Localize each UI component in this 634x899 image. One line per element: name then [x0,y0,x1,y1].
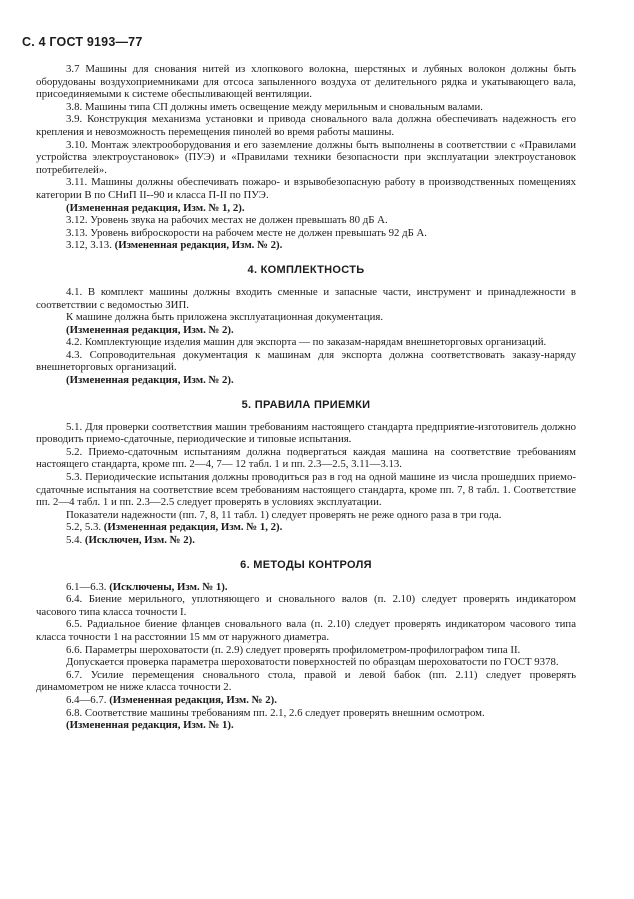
amendment-note: (Исключены, Изм. № 1). [109,580,228,593]
clause-paragraph: 3.12. Уровень звука на рабочих местах не должен превышать 80 дБ А. [66,214,388,227]
clause-with-amendment [36,694,576,707]
amendment-note: (Исключен, Изм. № 2). [84,534,195,546]
amendment-note: (Измененная редакция, Изм. № 2). [114,239,283,252]
clause-paragraph: Показатели надежности (пп. 7, 8, 11 табл. 1) следует проверять не реже одного раза в три года. [66,508,502,521]
clause-paragraph: 3.11. Машины должны обеспечивать пожаро- и взрывобезопасную работу в производственных помещениях категории В по СНиП II-‑90 и класса П-II по ПУЭ. [36,176,576,201]
section-heading: 6. МЕТОДЫ КОНТРОЛЯ [240,558,372,571]
clause-paragraph: 6.8. Соответствие машины требованиям пп. 2.1, 2.6 следует проверять внешним осмотром. [66,706,485,719]
clause-paragraph: 4.3. Сопроводительная документация к машинам для экспорта должна соответствовать заказу-наряду внешнеторговых организаций. [36,348,576,374]
clause-paragraph: 6.4. Биение мерильного, уплотняющего и сновального валов (п. 2.10) следует проверять индикатором часового типа класса точности I. [36,593,576,618]
clause-with-amendment [36,239,576,252]
clause-paragraph: 6.7. Усилие перемещения сновального стола, правой и левой бабок (пп. 2.11) следует проверять динамометром не ниже класса точности 2. [36,668,576,694]
clause-paragraph: 5.2. Приемо-сдаточным испытаниям должна подвергаться каждая машина на соответствие требованиям настоящего стандарта, кроме пп. 2—4, 7— 12 табл. 1 и пп. 2.3—2.5, 3.11—3.13. [36,445,576,471]
clause-paragraph: Допускается проверка параметра шероховатости поверхностей по образцам шероховатости по ГОСТ 9378. [66,656,559,669]
section-heading: 4. КОМПЛЕКТНОСТЬ [247,263,365,276]
clause-paragraph: К машине должна быть приложена эксплуатационная документация. [66,311,384,324]
clause-paragraph: 4.1. В комплект машины должны входить сменные и запасные части, инструмент и принадлежности в соответствии с ведомостью ЗИП. [36,285,576,311]
document-body [36,63,576,732]
clause-paragraph: 3.9. Конструкция механизма установки и привода сновального вала должна обеспечивать надежность его крепления и невозможность перемещения пинолей во время работы машины. [36,113,576,138]
clause-paragraph: 3.8. Машины типа СП должны иметь освещение между мерильным и сновальным валами. [66,100,483,113]
clause-paragraph: 4.2. Комплектующие изделия машин для экспорта — по заказам-нарядам внешнеторговых организаций. [66,336,547,349]
clause-paragraph: 6.6. Параметры шероховатости (п. 2.9) следует проверять профилометром-профилографом типа II. [66,643,521,656]
section-heading: 5. ПРАВИЛА ПРИЕМКИ [241,398,371,411]
clause-paragraph: 3.7 Машины для снования нитей из хлопкового волокна, шерстяных и лубяных волокон должны быть оборудованы воздухоприемниками для отсоса запыленного воздуха от делительного рядка и укатывающего вала, присоединяемыми к системе обеспыливающей вентиляции. [36,63,576,101]
clause-number: 5.4. [66,534,85,546]
amendment-note: (Измененная редакция, Изм. № 2). [109,693,277,706]
clause-number: 6.4—6.7. [66,693,110,706]
clause-paragraph: 5.1. Для проверки соответствия машин требованиям настоящего стандарта предприятие-изготовитель должно проводить приемо-сдаточные, периодические и типовые испытания. [36,420,576,446]
clause-number: 5.2, 5.3. [66,521,104,534]
amendment-note: (Измененная редакция, Изм. № 2). [66,323,234,336]
clause-with-amendment [36,534,576,547]
amendment-note: (Измененная редакция, Изм. № 2). [66,374,234,387]
clause-number: 6.1—6.3. [66,580,110,593]
clause-paragraph: 6.5. Радиальное биение фланцев сновального вала (п. 2.10) следует проверять индикатором часового типа класса точности 1 на расстоянии 15 мм от наружного диаметра. [36,618,576,643]
page-header: С. 4 ГОСТ 9193—77 [22,35,143,49]
clause-with-amendment [36,581,576,594]
clause-paragraph: 3.10. Монтаж электрооборудования и его заземление должны быть выполнены в соответствии с «Правилами устройства электроустановок» (ПУЭ) и «Правилами техники безопасности при эксплуатации электроустановок потребителей». [36,138,576,176]
clause-paragraph: 3.13. Уровень виброскорости на рабочем месте не должен превышать 92 дБ А. [66,226,427,239]
clause-with-amendment [36,521,576,534]
amendment-note: (Измененная редакция, Изм. № 1, 2). [66,201,245,214]
amendment-note: (Измененная редакция, Изм. № 1). [66,719,234,732]
clause-paragraph: 5.3. Периодические испытания должны проводиться раз в год на одной машине из числа прошедших приемо-сдаточные испытания на соответствие всем требованиям настоящего стандарта, кроме пп. 7, 8 табл. 1. Соответствие пп. 2—4 табл. 1 и пп. 2.3—2.5 следует проверять в условиях эксплуатации. [36,471,576,509]
amendment-note: (Измененная редакция, Изм. № 1, 2). [103,521,283,534]
clause-number: 3.12, 3.13. [66,239,115,252]
